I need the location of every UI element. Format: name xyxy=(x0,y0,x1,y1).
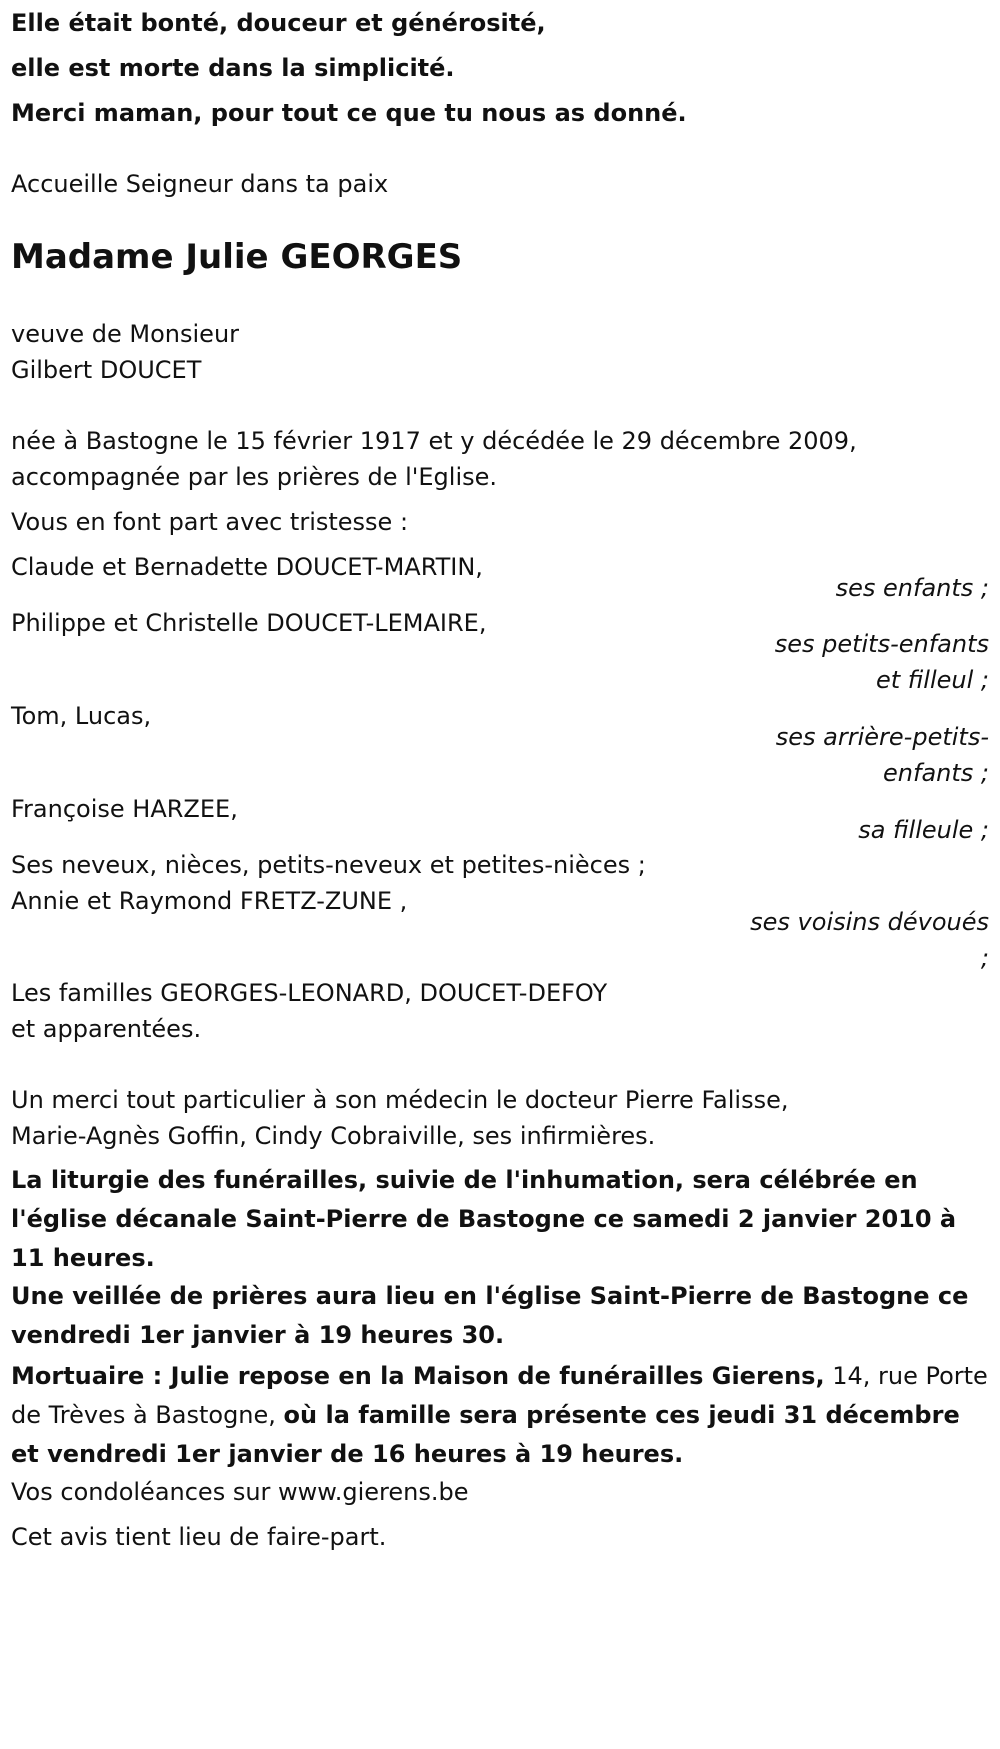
announcement: Vous en font part avec tristesse : xyxy=(11,508,409,536)
condolences-line: Vos condoléances sur www.gierens.be xyxy=(11,1478,469,1506)
epitaph-line-3: Merci maman, pour tout ce que tu nous as donné. xyxy=(11,99,687,127)
families-line-2: et apparentées. xyxy=(11,1015,202,1043)
family-relation-3b: enfants ; xyxy=(883,759,989,787)
mortuary-part-1: Mortuaire : Julie repose en la Maison de funérailles Gierens, xyxy=(11,1362,825,1390)
spouse-line-1: veuve de Monsieur xyxy=(11,320,240,348)
family-relation-2a: ses petits-enfants xyxy=(774,630,989,658)
neighbors-names: Annie et Raymond FRETZ-ZUNE , xyxy=(11,887,408,915)
family-relation-2b: et filleul ; xyxy=(875,666,989,694)
families-line-1: Les familles GEORGES-LEONARD, DOUCET-DEFOY xyxy=(11,979,608,1007)
nieces-line: Ses neveux, nièces, petits-neveux et petites-nièces ; xyxy=(11,851,646,879)
thanks-line-1: Un merci tout particulier à son médecin le docteur Pierre Falisse, xyxy=(11,1086,789,1114)
spouse-line-2: Gilbert DOUCET xyxy=(11,356,202,384)
vigil-paragraph: Une veillée de prières aura lieu en l'église Saint-Pierre de Bastogne ce vendredi 1er janvier à 19 heures 30. xyxy=(11,1282,969,1349)
family-relation-3a: ses arrière-petits- xyxy=(775,723,989,751)
mortuary-part-2: 14, rue Porte de Trèves à Bastogne, xyxy=(11,1362,988,1429)
prayer-line: Accueille Seigneur dans ta paix xyxy=(11,170,389,198)
closing-line: Cet avis tient lieu de faire-part. xyxy=(11,1523,387,1551)
family-names-2: Philippe et Christelle DOUCET-LEMAIRE, xyxy=(11,609,487,637)
neighbors-relation-a: ses voisins dévoués xyxy=(750,908,989,936)
deceased-name: Madame Julie GEORGES xyxy=(11,237,463,277)
funeral-paragraph: La liturgie des funérailles, suivie de l'inhumation, sera célébrée en l'église décanale Saint-Pierre de Bastogne ce samedi 2 janvier 2010 à 11 heures. xyxy=(11,1166,957,1272)
birth-death-line-2: accompagnée par les prières de l'Eglise. xyxy=(11,463,498,491)
thanks-line-2: Marie-Agnès Goffin, Cindy Cobraiville, ses infirmières. xyxy=(11,1122,656,1150)
neighbors-relation-b: ; xyxy=(980,944,989,972)
epitaph-line-2: elle est morte dans la simplicité. xyxy=(11,54,455,82)
family-relation-1: ses enfants ; xyxy=(835,574,989,602)
family-names-4: Françoise HARZEE, xyxy=(11,795,238,823)
mortuary-part-3: où la famille sera présente ces jeudi 31 décembre et vendredi 1er janvier de 16 heures à 19 heures. xyxy=(11,1401,960,1468)
birth-death-line-1: née à Bastogne le 15 février 1917 et y décédée le 29 décembre 2009, xyxy=(11,427,857,455)
family-names-3: Tom, Lucas, xyxy=(11,702,152,730)
epitaph-line-1: Elle était bonté, douceur et générosité, xyxy=(11,9,546,37)
family-relation-4: sa filleule ; xyxy=(858,816,989,844)
mortuary-paragraph xyxy=(11,1357,989,1474)
family-names-1: Claude et Bernadette DOUCET-MARTIN, xyxy=(11,553,483,581)
